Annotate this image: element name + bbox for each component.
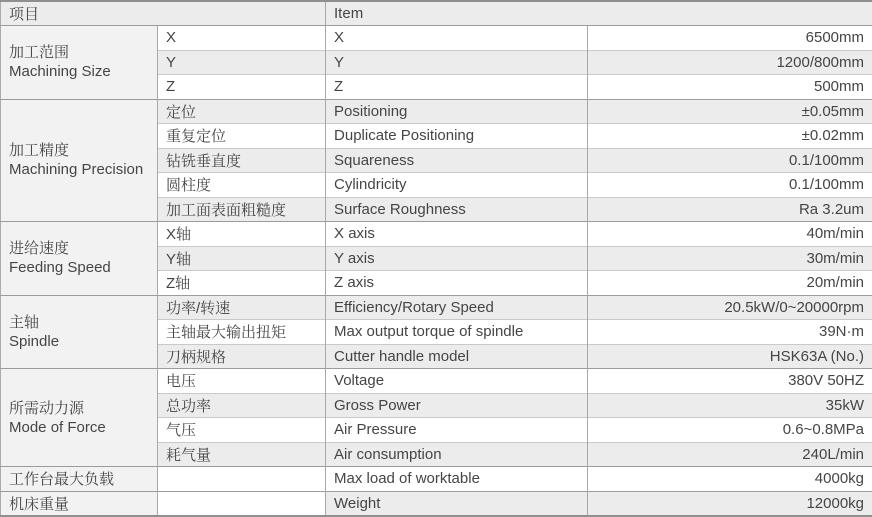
- category-en: Feeding Speed: [9, 258, 149, 277]
- item-value: 35kW: [588, 393, 872, 418]
- item-value: 1200/800mm: [588, 50, 872, 75]
- item-value: 30m/min: [588, 246, 872, 271]
- item-zh: 刀柄规格: [158, 344, 326, 369]
- item-en: Weight: [326, 491, 588, 516]
- category-machining-precision: [1, 99, 158, 222]
- item-zh: Y轴: [158, 246, 326, 271]
- item-en: Cylindricity: [326, 173, 588, 198]
- item-value: 500mm: [588, 75, 872, 100]
- item-en: Positioning: [326, 99, 588, 124]
- item-value: 20m/min: [588, 271, 872, 296]
- item-zh: Z轴: [158, 271, 326, 296]
- item-zh: 圆柱度: [158, 173, 326, 198]
- item-en: Gross Power: [326, 393, 588, 418]
- item-value: Ra 3.2um: [588, 197, 872, 222]
- item-en: Efficiency/Rotary Speed: [326, 295, 588, 320]
- item-en: Air Pressure: [326, 418, 588, 443]
- item-en: Surface Roughness: [326, 197, 588, 222]
- item-value: 380V 50HZ: [588, 369, 872, 394]
- item-value: 39N·m: [588, 320, 872, 345]
- table-row: [1, 295, 872, 320]
- item-value: 0.1/100mm: [588, 148, 872, 173]
- item-zh: X轴: [158, 222, 326, 247]
- item-zh: 电压: [158, 369, 326, 394]
- item-value: HSK63A (No.): [588, 344, 872, 369]
- item-en: Max load of worktable: [326, 467, 588, 492]
- item-en: Y: [326, 50, 588, 75]
- item-zh: 工作台最大负载: [1, 467, 158, 492]
- item-en: X: [326, 26, 588, 51]
- category-en: Machining Size: [9, 62, 149, 81]
- item-value: 0.1/100mm: [588, 173, 872, 198]
- table-row: [1, 26, 872, 51]
- item-zh: Z: [158, 75, 326, 100]
- item-value: 12000kg: [588, 491, 872, 516]
- empty-cell: [158, 467, 326, 492]
- category-zh: 所需动力源: [9, 399, 149, 418]
- item-zh: 气压: [158, 418, 326, 443]
- empty-cell: [158, 491, 326, 516]
- item-en: Z axis: [326, 271, 588, 296]
- item-zh: 总功率: [158, 393, 326, 418]
- category-zh: 主轴: [9, 313, 149, 332]
- category-zh: 进给速度: [9, 239, 149, 258]
- category-feeding-speed: [1, 222, 158, 296]
- item-value: 20.5kW/0~20000rpm: [588, 295, 872, 320]
- category-mode-of-force: [1, 369, 158, 467]
- item-en: Voltage: [326, 369, 588, 394]
- header-en: Item: [326, 1, 872, 26]
- item-en: X axis: [326, 222, 588, 247]
- item-en: Z: [326, 75, 588, 100]
- category-zh: 加工范围: [9, 43, 149, 62]
- item-zh: X: [158, 26, 326, 51]
- table-row-weight: [1, 491, 872, 516]
- item-value: 4000kg: [588, 467, 872, 492]
- category-machining-size: [1, 26, 158, 100]
- item-value: ±0.05mm: [588, 99, 872, 124]
- table-row: [1, 99, 872, 124]
- item-zh: 加工面表面粗糙度: [158, 197, 326, 222]
- header-row: [1, 1, 872, 26]
- item-en: Squareness: [326, 148, 588, 173]
- item-en: Air consumption: [326, 442, 588, 467]
- item-value: 40m/min: [588, 222, 872, 247]
- item-zh: 定位: [158, 99, 326, 124]
- item-zh: 主轴最大输出扭矩: [158, 320, 326, 345]
- table-row: [1, 222, 872, 247]
- item-value: 6500mm: [588, 26, 872, 51]
- table-row-max-load: [1, 467, 872, 492]
- item-en: Max output torque of spindle: [326, 320, 588, 345]
- item-zh: 钻铣垂直度: [158, 148, 326, 173]
- item-en: Y axis: [326, 246, 588, 271]
- category-zh: 加工精度: [9, 141, 149, 160]
- category-spindle: [1, 295, 158, 369]
- item-value: ±0.02mm: [588, 124, 872, 149]
- item-value: 240L/min: [588, 442, 872, 467]
- item-zh: 功率/转速: [158, 295, 326, 320]
- category-en: Spindle: [9, 332, 149, 351]
- category-en: Mode of Force: [9, 418, 149, 437]
- item-en: Duplicate Positioning: [326, 124, 588, 149]
- item-value: 0.6~0.8MPa: [588, 418, 872, 443]
- item-zh: Y: [158, 50, 326, 75]
- item-en: Cutter handle model: [326, 344, 588, 369]
- item-zh: 重复定位: [158, 124, 326, 149]
- item-zh: 机床重量: [1, 491, 158, 516]
- item-zh: 耗气量: [158, 442, 326, 467]
- header-zh: 项目: [1, 1, 326, 26]
- category-en: Machining Precision: [9, 160, 149, 179]
- table-row: [1, 369, 872, 394]
